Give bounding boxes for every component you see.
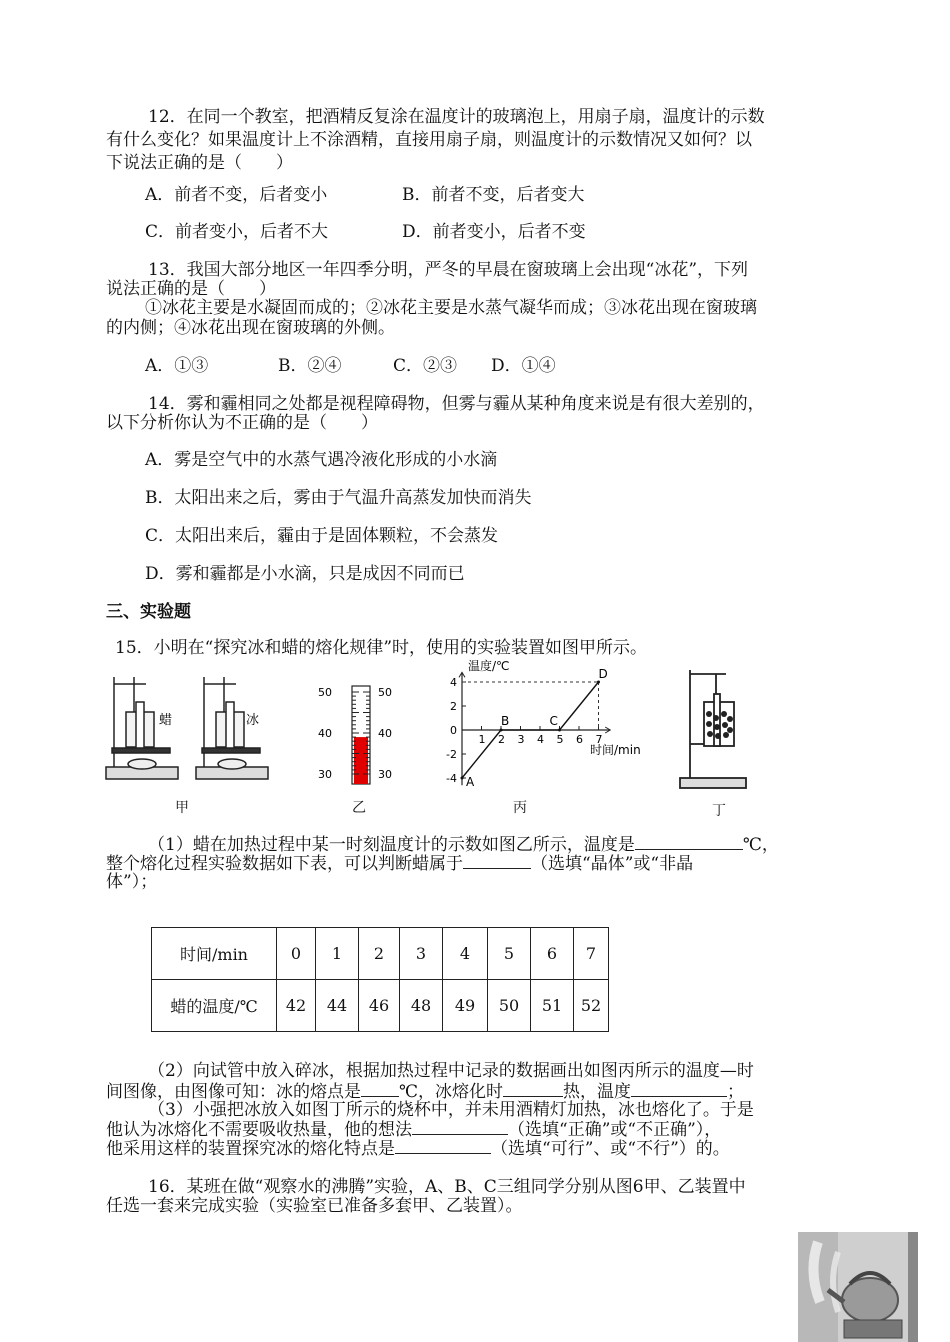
table-cell: 6 (531, 928, 574, 980)
q16-line1: 16．某班在做“观察水的沸腾”实验，A、B、C三组同学分别从图6甲、乙装置中 (148, 1177, 746, 1197)
q15-p3-line2a: 他认为冰熔化不需要吸收热量，他的想法 (106, 1120, 412, 1140)
q15-p1-line1: （1）蜡在加热过程中某一时刻温度计的示数如图乙所示，温度是 (148, 835, 635, 855)
q14-option-a: A．雾是空气中的水蒸气遇冷液化形成的小水滴 (145, 450, 498, 470)
y-tick-label: -2 (446, 748, 457, 761)
data-point (500, 729, 503, 732)
blank-idea[interactable] (412, 1118, 508, 1135)
q12-option-b: B．前者不变，后者变大 (402, 185, 585, 205)
table-row-time (152, 928, 609, 980)
q14-option-d: D．雾和霾都是小水滴，只是成因不同而已 (145, 564, 465, 584)
q15-p3-line3b: （选填“可行”、或“不行”）的。 (491, 1139, 730, 1159)
blank-wax-type[interactable] (463, 852, 531, 869)
q13-line1: 13．我国大部分地区一年四季分明，严冬的早晨在窗玻璃上会出现“冰花”，下列 (148, 260, 749, 280)
table-header-temp: 蜡的温度/℃ (152, 980, 277, 1032)
q15-p1-line2b: （选填“晶体”或“非晶 (531, 854, 694, 874)
q13-line3: ①冰花主要是水凝固而成的；②冰花主要是水蒸气凝华而成；③冰花出现在窗玻璃 (145, 298, 757, 318)
q15-p2-line2c: 热，温度 (563, 1082, 632, 1102)
q13-option-a: A．①③ (145, 356, 209, 376)
data-table (151, 927, 609, 1032)
table-cell: 44 (316, 980, 359, 1032)
blank-temperature[interactable] (635, 833, 743, 850)
table-row-temp (152, 980, 609, 1032)
q15-p1-unit: ℃， (742, 835, 779, 855)
x-tick-label: 2 (498, 733, 505, 746)
y-tick-label: 4 (450, 676, 457, 689)
table-cell: 42 (277, 980, 316, 1032)
data-point (558, 729, 561, 732)
caption-jia: 甲 (175, 800, 189, 816)
q13-option-b: B．②④ (278, 356, 342, 376)
q15-intro: 15．小明在“探究冰和蜡的熔化规律”时，使用的实验装置如图甲所示。 (115, 638, 648, 658)
q15-p2-line2a: 间图像，由图像可知：冰的熔点是 (106, 1082, 361, 1102)
graph-xlabel: 时间/min (590, 743, 641, 757)
section-title: 三、实验题 (106, 602, 191, 622)
table-cell: 4 (443, 928, 488, 980)
q12-line1: 12．在同一个教室，把酒精反复涂在温度计的玻璃泡上，用扇子扇，温度计的示数 (148, 107, 765, 127)
tick-left-40: 40 (318, 727, 332, 740)
q15-p3-line2b: （选填“正确”或“不正确”）， (508, 1120, 722, 1140)
q13-option-d: D．①④ (491, 356, 556, 376)
x-tick-label: 5 (556, 733, 564, 746)
tick-right-40: 40 (378, 727, 392, 740)
tick-left-30: 30 (318, 768, 332, 781)
q12-option-d: D．前者变小，后者不变 (402, 222, 586, 242)
q12-line2: 有什么变化？如果温度计上不涂酒精，直接用扇子扇，则温度计的示数情况又如何？以 (106, 130, 752, 150)
y-tick-label: 2 (450, 700, 457, 713)
table-cell: 49 (443, 980, 488, 1032)
table-header-time: 时间/min (152, 928, 277, 980)
table-cell: 1 (316, 928, 359, 980)
data-point (461, 777, 464, 780)
q15-p1-line3: 体”）； (106, 872, 158, 892)
q12-line3: 下说法正确的是（ ） (106, 153, 293, 173)
q15-p1-line2: 整个熔化过程实验数据如下表，可以判断蜡属于 (106, 854, 463, 874)
blank-temp-change[interactable] (631, 1080, 727, 1097)
q12-option-c: C．前者变小，后者不大 (145, 222, 329, 242)
table-cell: 3 (400, 928, 443, 980)
table-cell: 5 (488, 928, 531, 980)
blank-melting-point[interactable] (361, 1080, 399, 1097)
blank-heat[interactable] (503, 1080, 563, 1097)
q15-p2-line2d: ； (727, 1082, 745, 1102)
q12-option-a: A．前者不变，后者变小 (145, 185, 328, 205)
tick-right-50: 50 (378, 686, 392, 699)
q15-p2-line2b: ℃，冰熔化时 (399, 1082, 504, 1102)
y-tick-label: -4 (446, 772, 457, 785)
x-tick-label: 7 (595, 733, 603, 746)
table-cell: 7 (574, 928, 609, 980)
q15-p3-line1: （3）小强把冰放入如图丁所示的烧杯中，并未用酒精灯加热，冰也熔化了。于是 (148, 1100, 754, 1120)
point-label: C (549, 714, 558, 728)
blank-feasible[interactable] (395, 1137, 491, 1154)
q15-p3-line3a: 他采用这样的装置探究冰的熔化特点是 (106, 1139, 395, 1159)
table-cell: 2 (359, 928, 400, 980)
x-tick-label: 3 (517, 733, 525, 746)
q13-line2: 说法正确的是（ ） (106, 279, 276, 299)
thermometer-liquid (354, 737, 368, 784)
label-ice: 冰 (246, 713, 260, 728)
tick-right-30: 30 (378, 768, 392, 781)
table-cell: 52 (574, 980, 609, 1032)
figure-ding-beaker (676, 664, 756, 794)
table-cell: 48 (400, 980, 443, 1032)
point-label: B (501, 714, 510, 728)
figure-yi-thermometer (316, 680, 406, 790)
x-tick-label: 4 (537, 733, 544, 746)
q13-line4: 的内侧；④冰花出现在窗玻璃的外侧。 (106, 318, 395, 338)
table-cell: 50 (488, 980, 531, 1032)
label-wax: 蜡 (159, 713, 173, 728)
q14-line1: 14．雾和霾相同之处都是视程障碍物，但雾与霾从某种角度来说是有很大差别的， (148, 394, 765, 414)
q13-option-c: C．②③ (393, 356, 458, 376)
table-cell: 46 (359, 980, 400, 1032)
x-tick-label: 6 (576, 733, 583, 746)
q14-line2: 以下分析你认为不正确的是（ ） (106, 413, 378, 433)
caption-ding: 丁 (712, 803, 726, 819)
figure-jia-apparatus (104, 672, 284, 792)
point-label: D (598, 667, 608, 681)
figure-bing-graph (440, 656, 660, 796)
tick-left-50: 50 (318, 686, 332, 699)
point-label: A (466, 775, 475, 789)
x-tick-label: 1 (478, 733, 486, 746)
q14-option-c: C．太阳出来后，霾由于是固体颗粒，不会蒸发 (145, 526, 499, 546)
q15-p2-line1: （2）向试管中放入碎冰，根据加热过程中记录的数据画出如图丙所示的温度—时 (148, 1061, 754, 1081)
graph-ylabel: 温度/℃ (468, 659, 510, 673)
kettle-photo (798, 1232, 918, 1342)
q16-line2: 任选一套来完成实验（实验室已准备多套甲、乙装置）。 (106, 1196, 523, 1216)
y-tick-label: 0 (450, 724, 457, 737)
q14-option-b: B．太阳出来之后，雾由于气温升高蒸发加快而消失 (145, 488, 532, 508)
caption-yi: 乙 (352, 800, 366, 816)
table-cell: 51 (531, 980, 574, 1032)
table-cell: 0 (277, 928, 316, 980)
caption-bing: 丙 (513, 800, 527, 816)
